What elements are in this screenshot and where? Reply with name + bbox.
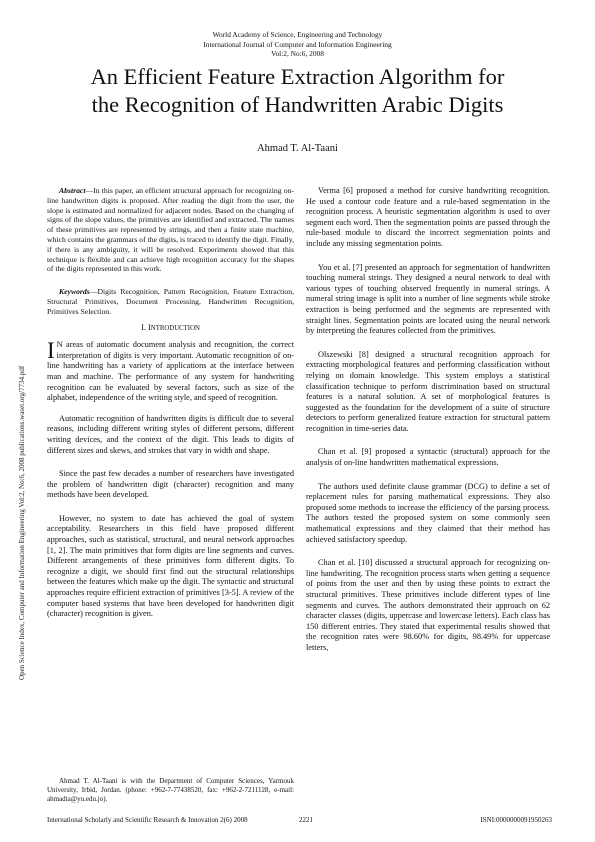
header-line-1: World Academy of Science, Engineering and Technology	[212, 30, 383, 39]
abstract-text: —In this paper, an efficient structural approach for recognizing on-line handwritten digits is proposed. After reading the digit from the user, the slope is estimated and normalized for adjacent nodes. Based on the changing of signs of the slope values, the primitives are identified and extracted. The names of these primitives are represented by strings, and then a finite state machine, which contains the grammars of the digits, is traced to identify the digit. Finally, if there is any ambiguity, it will be resolved. Experiments showed that this technique is flexible and can achieve high recognition accuracy for the shapes of the digits represented in this work.	[47, 186, 294, 274]
drop-cap: I	[47, 338, 55, 364]
paragraph: Automatic recognition of handwritten digits is difficult due to several reasons, including different writing styles of different persons, different writing devices, and the context of the digit. This leads to digits of different sizes and skews, and strokes that vary in width and shape.	[47, 413, 294, 455]
paragraph: However, no system to date has achieved the goal of system acceptability. Researchers in this field have proposed different approaches, such as statistical, structural, and neural network approaches [1, 2]. The main primitives that form digits are line segments and curves. Different arrangements of these primitives form different digits. To recognize a digit, we should first find out the structural relationships between the features which make up the digit. The syntactic and structural approaches require efficient extraction of primitives [3-5]. A review of the computer based systems that have been developed for handwritten digit (character) recognition is given.	[47, 513, 294, 619]
section-heading	[47, 323, 294, 335]
intro-paragraph	[47, 340, 294, 404]
paper-title	[0, 63, 595, 119]
paragraph: Verma [6] proposed a method for cursive handwriting recognition. He used a contour code feature and a rule-based segmentation in the recognition process. A heuristic segmentation algorithm is used to over segment each word. Then the segmentation points are passed through the rule-based module to discard the incorrect segmentation points and include any missing segmentation points.	[306, 186, 550, 248]
keywords	[47, 287, 294, 316]
keywords-label: Keywords	[59, 287, 90, 297]
title-line-2: the Recognition of Handwritten Arabic Digits	[91, 92, 504, 117]
footer-right: ISNI:0000000091950263	[480, 816, 552, 824]
footer-left: International Scholarly and Scientific Research & Innovation 2(6) 2008	[47, 816, 248, 824]
section-number: I.	[141, 322, 146, 332]
side-margin-text: Open Science Index, Computer and Information Engineering Vol:2, No:6, 2008 publications.waset.org/7734.pdf	[18, 365, 26, 680]
section-rest: NTRODUCTION	[150, 324, 200, 332]
section-initial: I	[148, 322, 151, 332]
footnote-text: Ahmad T. Al-Taani is with the Department of Computer Sciences, Yarmouk University, Irbid, Jordan. (phone: +962-7-77438520, fax: +962-2-7211128, e-mail: ahmadta@yu.edu.jo).	[47, 777, 294, 803]
paragraph: Since the past few decades a number of researchers have investigated the problem of handwritten digit (character) recognition and many methods have been developed.	[47, 469, 294, 500]
paragraph: Olszewski [8] designed a structural recognition approach for extracting morphological features and performing classification without relying on domain knowledge. This system employs a statistical classification technique to perform discrimination based on structural features is a natural solution. A set of morphological features is suggested as the foundation for the development of a suite of structure detectors to perform generalized feature extraction for structural pattern recognition in time-series data.	[306, 349, 550, 433]
abstract	[47, 186, 294, 274]
title-line-1: An Efficient Feature Extraction Algorithm for	[90, 64, 505, 89]
keywords-text: —Digits Recognition, Pattern Recognition, Feature Extraction, Structural Primitives, Document Processing, Handwritten Recognition, Primitives Selection.	[47, 287, 294, 316]
left-column	[47, 186, 294, 620]
journal-header	[0, 30, 595, 59]
paragraph: Chan et al. [10] discussed a structural approach for recognizing on-line handwriting. The recognition process starts when getting a sequence of points from the user and then by using these points to extract the structural primitives. These primitives include different types of line segments and curves. The authors demonstrated their approach on 62 character classes (digits, uppercase and lowercase letters). Each class has 150 different entries. They stated that experimental results showed that the recognition rates were 98.60% for digits, 98.49% for uppercase letters,	[306, 558, 550, 652]
header-line-3: Vol:2, No:6, 2008	[271, 49, 324, 58]
abstract-label: Abstract	[59, 186, 86, 195]
header-line-2: International Journal of Computer and Information Engineering	[203, 39, 392, 49]
paragraph: The authors used definite clause grammar (DCG) to define a set of replacement rules for parsing mathematical expressions. They also proposed some methods to increase the efficiency of the parsing process. The authors tested the proposed system on some commonly seen mathematical expressions and they claimed that their method has achieved satisfactory speedup.	[306, 481, 550, 544]
footnote	[47, 777, 294, 804]
intro-text: N areas of automatic document analysis and recognition, the correct interpretation of digits is very important. Automatic recognition of on-line handwriting has a variety of applications at the interface between man and machine. The performance of any system for handwriting recognition can be evaluated by several factors, such as size of the alphabet, independence of the writing style, and speed of recognition.	[47, 340, 294, 403]
paragraph: You et al. [7] presented an approach for segmentation of handwritten touching numeral strings. They designed a neural network to deal with various types of touching observed frequently in numeral strings. A numeral string image is split into a number of line segments while stroke extraction is being performed and the segments are represented with straight lines. Segmentation points are located using the neural network by interpreting the features collected from the primitives.	[306, 262, 550, 336]
author-name: Ahmad T. Al-Taani	[257, 143, 338, 154]
page-number: 2221	[299, 816, 313, 824]
paragraph: Chan et al. [9] proposed a syntactic (structural) approach for the analysis of on-line handwritten mathematical expressions.	[306, 447, 550, 468]
right-column	[306, 186, 550, 654]
